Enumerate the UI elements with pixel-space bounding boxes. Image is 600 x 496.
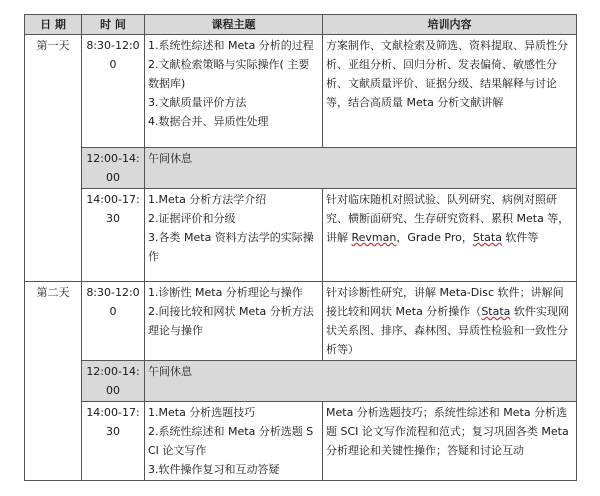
session-content	[323, 282, 577, 361]
session-time: 8:30-12:00	[82, 282, 145, 361]
content-text: 软件等	[501, 231, 539, 244]
topic-item: 2.间接比较和网状 Meta 分析方法理论与操作	[148, 305, 314, 337]
session-time: 12:00-14:00	[82, 148, 145, 189]
content-text: 软件实现网状关系图、排序、森林图、异质性检验和一致性分析等）	[326, 305, 569, 356]
session-topics	[145, 189, 323, 282]
topic-item: 1.系统性综述和 Meta 分析的过程	[148, 39, 314, 52]
content-text: 针对诊断性研究，讲解 Meta-Disc 软件；讲解间接比较和网状 Meta 分析操作（	[326, 286, 564, 318]
topic-item: 1.Meta 分析选题技巧	[148, 406, 256, 419]
table-row	[25, 35, 577, 148]
topic-item: 2.证据评价和分级	[148, 212, 236, 225]
session-time: 8:30-12:00	[82, 35, 145, 148]
content-text: 针对临床随机对照试验、队列研究、病例对照研究、横断面研究、生存研究资料、累积 Meta 等，讲解	[326, 193, 570, 244]
header-row	[25, 15, 577, 35]
day-label: 第一天	[25, 35, 82, 282]
break-label: 午间休息	[145, 148, 577, 189]
topic-item: 3.各类 Meta 资料方法学的实际操作	[148, 231, 314, 263]
header-day: 日 期	[25, 15, 82, 35]
session-content: Meta 分析选题技巧；系统性综述和 Meta 分析选题 SCI 论文写作流程和范式；复习巩固各类 Meta 分析理论和关键性操作；答疑和讨论互动	[323, 402, 577, 481]
table-row	[25, 402, 577, 481]
training-schedule-table	[24, 14, 577, 481]
topic-item: 1.诊断性 Meta 分析理论与操作	[148, 286, 303, 299]
session-topics	[145, 282, 323, 361]
day-label: 第二天	[25, 282, 82, 481]
content-software-name: Stata	[481, 305, 511, 318]
topic-item: 1.Meta 分析方法学介绍	[148, 193, 267, 206]
topic-item: 3.文献质量评价方法	[148, 96, 247, 109]
topic-item: 4.数据合并、异质性处理	[148, 115, 269, 128]
session-time: 14:00-17:30	[82, 402, 145, 481]
header-topic: 课程主题	[145, 15, 323, 35]
content-software-name: Revman	[351, 231, 397, 244]
topic-item: 3.软件操作复习和互动答疑	[148, 463, 280, 476]
header-content: 培训内容	[323, 15, 577, 35]
session-time: 12:00-14:00	[82, 361, 145, 402]
content-software-name: Stata	[472, 231, 502, 244]
session-topics	[145, 402, 323, 481]
header-time: 时 间	[82, 15, 145, 35]
session-topics	[145, 35, 323, 148]
topic-item: 2.文献检索策略与实际操作( 主要数据库)	[148, 58, 310, 90]
table-row	[25, 361, 577, 402]
topic-item: 2.系统性综述和 Meta 分析选题 SCI 论文写作	[148, 425, 314, 457]
table-row	[25, 189, 577, 282]
content-text: ，Grade Pro，	[396, 231, 473, 244]
session-content	[323, 189, 577, 282]
table-row	[25, 282, 577, 361]
session-content: 方案制作、文献检索及筛选、资料提取、异质性分析、亚组分析、回归分析、发表偏倚、敏感性分析、文献质量评价、证据分级、结果解释与讨论等，结合高质量 Meta 分析文献讲解	[323, 35, 577, 148]
break-label: 午间休息	[145, 361, 577, 402]
table-row	[25, 148, 577, 189]
session-time: 14:00-17:30	[82, 189, 145, 282]
